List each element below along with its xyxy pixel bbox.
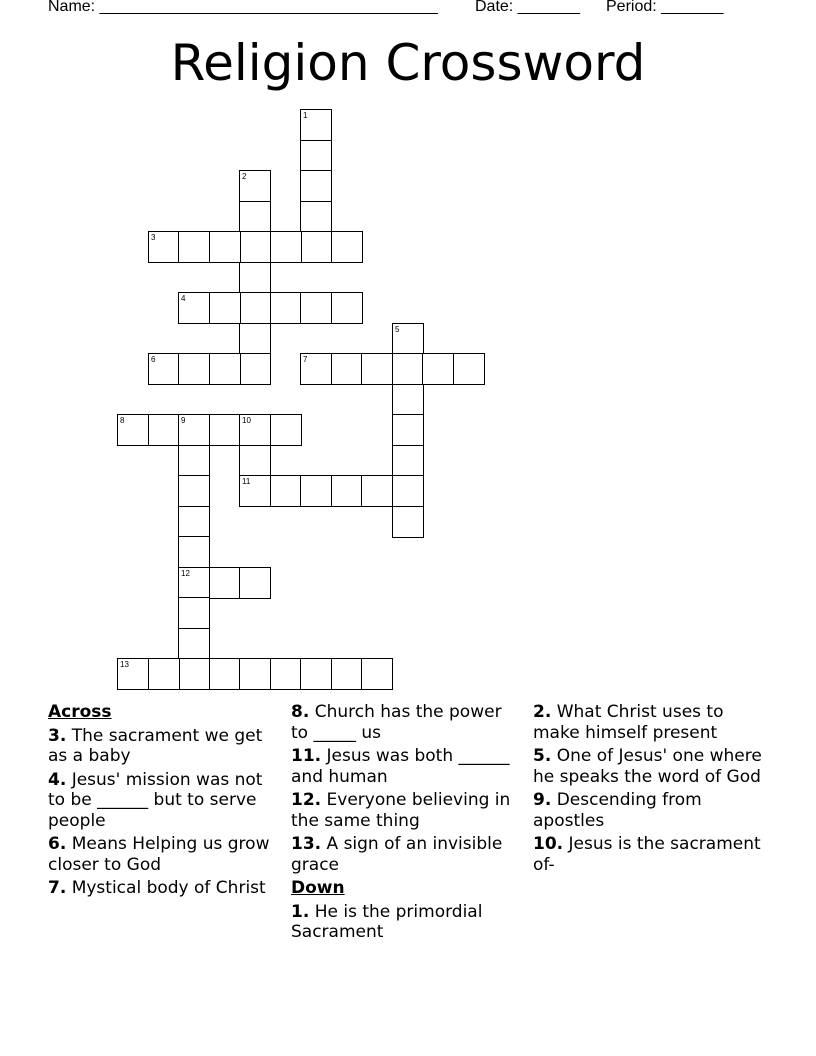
- clue-number-label: 8: [120, 416, 125, 425]
- across-heading: Across: [48, 702, 112, 722]
- clue-down-10: [533, 834, 773, 875]
- grid-cell[interactable]: [392, 323, 424, 355]
- grid-cell[interactable]: [361, 475, 393, 507]
- grid-cell[interactable]: [300, 201, 332, 233]
- grid-cell[interactable]: [270, 475, 302, 507]
- grid-cell[interactable]: [239, 231, 271, 263]
- clue-across-4: [48, 770, 276, 832]
- grid-cell[interactable]: [178, 536, 210, 568]
- grid-cell[interactable]: [239, 353, 271, 385]
- clue-number: 8.: [291, 702, 310, 722]
- clue-text: The sacrament we get as a baby: [48, 725, 263, 766]
- grid-cell[interactable]: [178, 292, 210, 324]
- grid-cell[interactable]: [392, 384, 424, 416]
- grid-cell[interactable]: [148, 231, 180, 263]
- clue-text: Mystical body of Christ: [71, 878, 266, 898]
- clue-number-label: 4: [181, 294, 186, 303]
- grid-cell[interactable]: [178, 597, 210, 629]
- grid-cell[interactable]: [331, 475, 363, 507]
- clue-across-8: [291, 702, 519, 743]
- clue-across-7: [48, 878, 276, 899]
- grid-cell[interactable]: [300, 658, 332, 690]
- grid-cell[interactable]: [178, 567, 210, 599]
- grid-cell[interactable]: [361, 658, 393, 690]
- grid-cell[interactable]: [270, 231, 302, 263]
- grid-cell[interactable]: [270, 658, 302, 690]
- clue-number-label: 13: [120, 660, 129, 669]
- grid-cell[interactable]: [148, 353, 180, 385]
- clue-across-6: [48, 834, 276, 875]
- grid-cell[interactable]: [178, 414, 210, 446]
- clue-number-label: 9: [181, 416, 186, 425]
- grid-cell[interactable]: [392, 475, 424, 507]
- clue-number: 4.: [48, 769, 67, 790]
- grid-cell[interactable]: [117, 414, 149, 446]
- grid-cell[interactable]: [148, 658, 180, 690]
- grid-cell[interactable]: [361, 353, 393, 385]
- clue-number: 9.: [533, 790, 552, 810]
- grid-cell[interactable]: [209, 353, 241, 385]
- clue-number-label: 10: [242, 416, 251, 425]
- clue-number-label: 6: [151, 355, 156, 364]
- grid-cell[interactable]: [209, 567, 241, 599]
- grid-cell[interactable]: [300, 109, 332, 141]
- clue-number: 3.: [48, 725, 67, 746]
- grid-cell[interactable]: [178, 658, 210, 690]
- clue-number: 1.: [291, 901, 310, 922]
- grid-cell[interactable]: [392, 445, 424, 477]
- grid-cell[interactable]: [300, 140, 332, 172]
- clue-text: A sign of an invisible grace: [291, 834, 503, 875]
- date-field[interactable]: Date: _______: [475, 0, 580, 15]
- down-heading: Down: [291, 878, 345, 898]
- clue-number: 13.: [291, 834, 322, 854]
- clue-number-label: 12: [181, 569, 190, 578]
- grid-cell[interactable]: [331, 658, 363, 690]
- grid-cell[interactable]: [239, 201, 271, 233]
- grid-cell[interactable]: [392, 353, 424, 385]
- page-title: Religion Crossword: [170, 34, 646, 92]
- grid-cell[interactable]: [331, 353, 363, 385]
- clue-across-11: [291, 746, 519, 787]
- grid-cell[interactable]: [178, 628, 210, 660]
- grid-cell[interactable]: [300, 475, 332, 507]
- grid-cell[interactable]: [178, 506, 210, 538]
- grid-cell[interactable]: [117, 658, 149, 690]
- grid-cell[interactable]: [239, 445, 271, 477]
- clue-across-13: [291, 834, 519, 875]
- clue-number: 12.: [291, 790, 322, 810]
- name-field[interactable]: Name: ______________________________________: [48, 0, 438, 15]
- clue-across-12: [291, 790, 519, 831]
- clue-number: 7.: [48, 878, 67, 898]
- grid-cell[interactable]: [178, 353, 210, 385]
- grid-cell[interactable]: [209, 414, 241, 446]
- clue-number: 10.: [533, 834, 564, 854]
- clues-column-3: [533, 702, 773, 878]
- grid-cell[interactable]: [331, 231, 363, 263]
- clue-down-2: [533, 702, 773, 743]
- grid-cell[interactable]: [239, 567, 271, 599]
- clue-number-label: 1: [303, 111, 308, 120]
- clue-number: 5.: [533, 746, 552, 766]
- grid-cell[interactable]: [209, 292, 241, 324]
- grid-cell[interactable]: [392, 506, 424, 538]
- clue-text: Church has the power to _____ us: [291, 702, 502, 743]
- clue-number-label: 11: [242, 477, 251, 486]
- clue-text: Jesus' mission was not to be ______ but to serve people: [48, 769, 263, 831]
- grid-cell[interactable]: [453, 353, 485, 385]
- clue-across-3: [48, 726, 276, 767]
- clue-down-5: [533, 746, 773, 787]
- grid-cell[interactable]: [300, 231, 332, 263]
- clue-text: Descending from apostles: [533, 790, 702, 831]
- grid-cell[interactable]: [239, 658, 271, 690]
- grid-cell[interactable]: [300, 292, 332, 324]
- grid-cell[interactable]: [392, 414, 424, 446]
- clue-number: 6.: [48, 834, 67, 854]
- clue-number: 2.: [533, 702, 552, 722]
- clue-number-label: 2: [242, 172, 247, 181]
- grid-cell[interactable]: [331, 292, 363, 324]
- period-field[interactable]: Period: _______: [606, 0, 724, 15]
- grid-cell[interactable]: [239, 262, 271, 294]
- clue-text: Means Helping us grow closer to God: [48, 834, 270, 875]
- clue-number-label: 3: [151, 233, 156, 242]
- grid-cell[interactable]: [239, 323, 271, 355]
- grid-cell[interactable]: [239, 170, 271, 202]
- clue-text: One of Jesus' one where he speaks the word of God: [533, 746, 762, 787]
- grid-cell[interactable]: [148, 414, 180, 446]
- clue-text: He is the primordial Sacrament: [291, 901, 483, 942]
- grid-cell[interactable]: [239, 414, 271, 446]
- grid-cell[interactable]: [239, 475, 271, 507]
- grid-cell[interactable]: [300, 353, 332, 385]
- grid-cell[interactable]: [209, 658, 241, 690]
- grid-cell[interactable]: [178, 475, 210, 507]
- clue-down-1: [291, 902, 519, 943]
- grid-cell[interactable]: [270, 414, 302, 446]
- grid-cell[interactable]: [270, 292, 302, 324]
- clues-column-2: [291, 702, 519, 946]
- clue-text: Everyone believing in the same thing: [291, 790, 511, 831]
- clue-number-label: 7: [303, 355, 308, 364]
- grid-cell[interactable]: [422, 353, 454, 385]
- grid-cell[interactable]: [239, 292, 271, 324]
- clue-text: Jesus was both ______ and human: [291, 746, 510, 787]
- grid-cell[interactable]: [209, 231, 241, 263]
- clue-number-label: 5: [395, 325, 400, 334]
- clue-number: 11.: [291, 746, 322, 766]
- grid-cell[interactable]: [178, 445, 210, 477]
- clues-column-1: [48, 702, 276, 902]
- clue-down-9: [533, 790, 773, 831]
- clue-text: Jesus is the sacrament of-: [533, 834, 761, 875]
- clue-text: What Christ uses to make himself present: [533, 702, 724, 743]
- grid-cell[interactable]: [178, 231, 210, 263]
- grid-cell[interactable]: [300, 170, 332, 202]
